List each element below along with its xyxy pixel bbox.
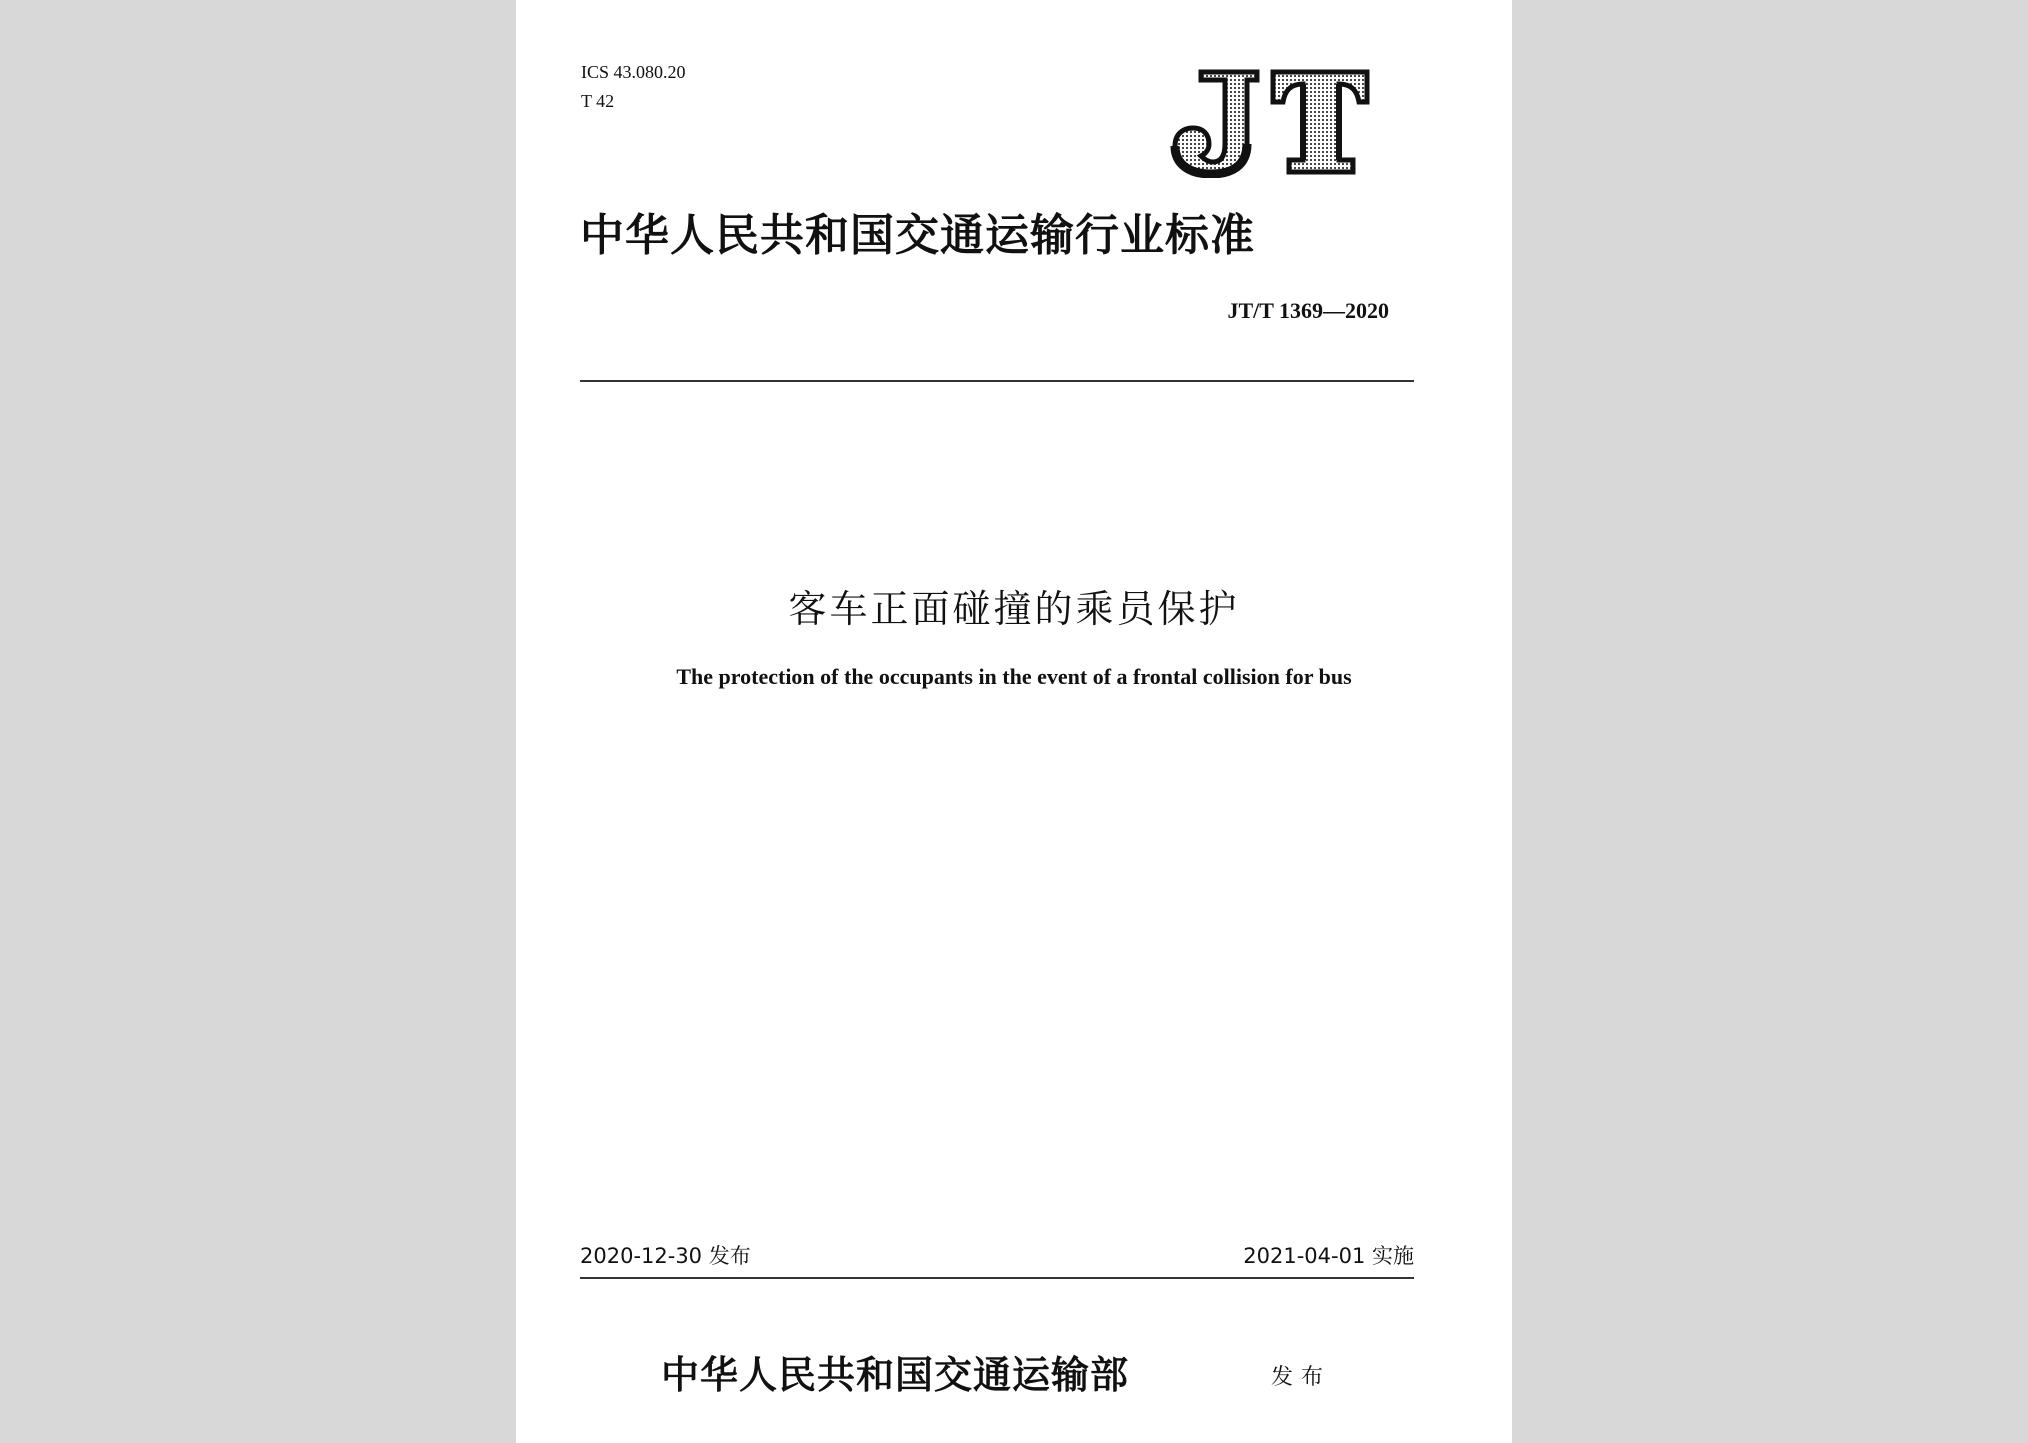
classification-code: T 42 bbox=[581, 91, 615, 111]
document-cover-page bbox=[516, 0, 1512, 1443]
ics-code: ICS 43.080.20 bbox=[581, 62, 686, 82]
issue-date: 2020-12-30 发布 bbox=[580, 1244, 751, 1268]
top-divider bbox=[580, 380, 1414, 382]
standard-number: JT/T 1369—2020 bbox=[1227, 298, 1389, 323]
publish-label: 发布 bbox=[1271, 1365, 1332, 1390]
standard-category-title: 中华人民共和国交通运输行业标准 bbox=[580, 210, 1255, 261]
document-title-chinese: 客车正面碰撞的乘员保护 bbox=[788, 587, 1240, 631]
jt-logo-icon bbox=[1161, 66, 1376, 178]
publisher-name: 中华人民共和国交通运输部 bbox=[661, 1352, 1130, 1397]
document-title-english: The protection of the occupants in the event of a frontal collision for bus bbox=[676, 664, 1352, 689]
effective-date: 2021-04-01 实施 bbox=[1243, 1244, 1414, 1268]
bottom-divider bbox=[580, 1277, 1414, 1279]
